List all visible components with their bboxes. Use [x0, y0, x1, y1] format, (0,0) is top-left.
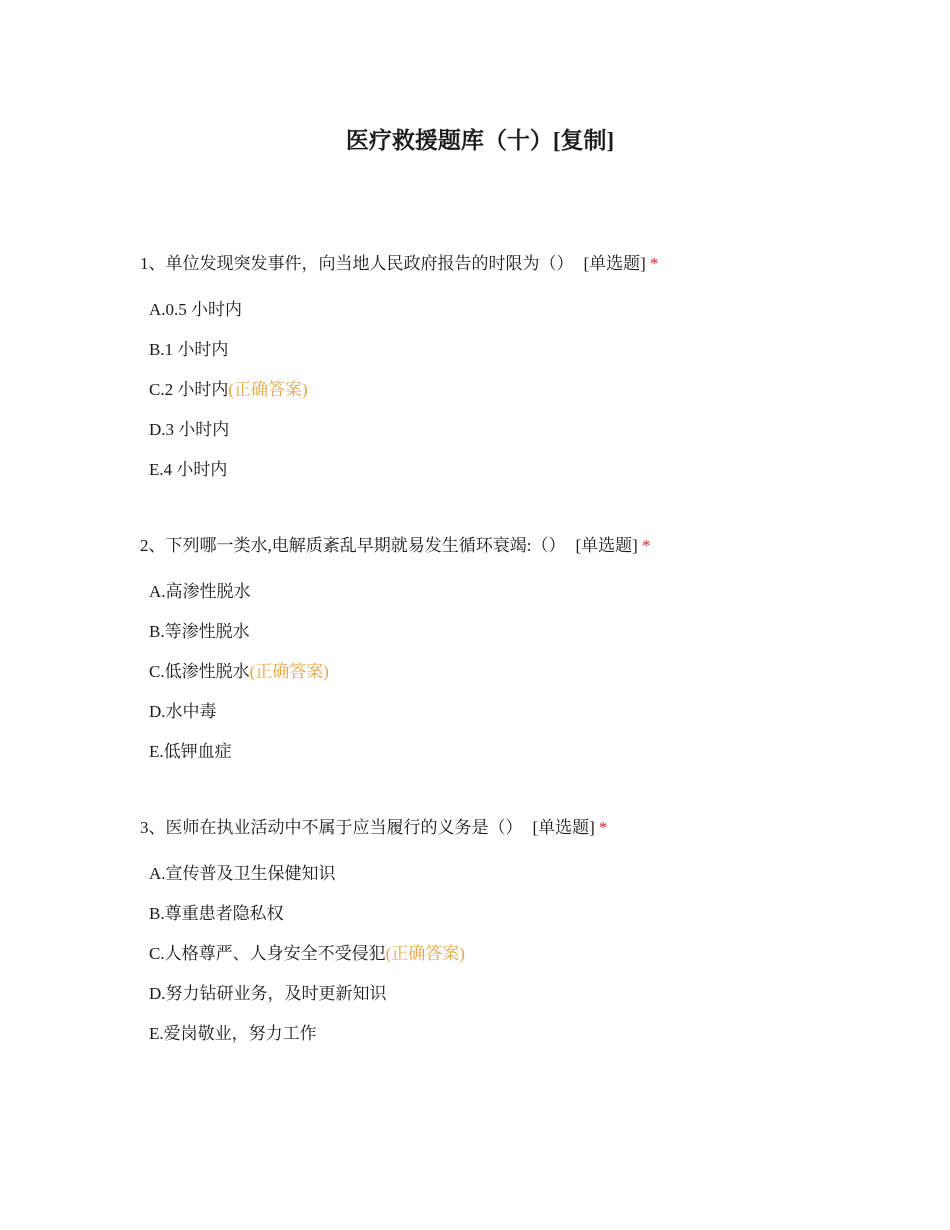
question-text: 1、单位发现突发事件，向当地人民政府报告的时限为（） — [140, 254, 574, 273]
option-e[interactable] — [140, 740, 900, 780]
question-type-label: [单选题] — [583, 254, 646, 273]
option-text: B.等渗性脱水 — [149, 622, 250, 641]
option-e[interactable] — [140, 458, 900, 498]
correct-answer-label: (正确答案) — [385, 944, 465, 963]
question-3 — [140, 816, 900, 1062]
survey-title-suffix: [复制] — [552, 128, 615, 154]
option-text: E.爱岗敬业，努力工作 — [149, 1024, 317, 1043]
option-text: A.0.5 小时内 — [149, 300, 243, 319]
option-a[interactable] — [140, 298, 900, 338]
question-type-label: [单选题] — [575, 536, 638, 555]
option-text: C.2 小时内 — [149, 380, 229, 399]
option-list — [140, 862, 900, 1062]
question-text: 3、医师在执业活动中不属于应当履行的义务是（） — [140, 818, 523, 837]
option-b[interactable] — [140, 902, 900, 942]
question-text: 2、下列哪一类水,电解质紊乱早期就易发生循环衰竭:（） — [140, 536, 566, 555]
question-stem — [140, 252, 900, 276]
option-text: A.宣传普及卫生保健知识 — [149, 864, 336, 883]
option-c[interactable] — [140, 942, 900, 982]
question-stem — [140, 534, 900, 558]
option-text: E.低钾血症 — [149, 742, 232, 761]
option-a[interactable] — [140, 862, 900, 902]
required-star: * — [598, 818, 608, 837]
option-text: C.人格尊严、人身安全不受侵犯 — [149, 944, 386, 963]
option-e[interactable] — [140, 1022, 900, 1062]
option-text: B.尊重患者隐私权 — [149, 904, 284, 923]
survey-title-text: 医疗救援题库（十） — [345, 128, 553, 154]
question-1 — [140, 252, 900, 498]
option-b[interactable] — [140, 338, 900, 378]
option-text: D.努力钻研业务，及时更新知识 — [149, 984, 387, 1003]
option-a[interactable] — [140, 580, 900, 620]
option-list — [140, 580, 900, 780]
required-star: * — [649, 254, 659, 273]
correct-answer-label: (正确答案) — [249, 662, 329, 681]
option-d[interactable] — [140, 418, 900, 458]
option-d[interactable] — [140, 700, 900, 740]
question-stem — [140, 816, 900, 840]
survey-title — [0, 125, 950, 157]
option-c[interactable] — [140, 378, 900, 418]
option-d[interactable] — [140, 982, 900, 1022]
option-text: C.低渗性脱水 — [149, 662, 250, 681]
option-text: E.4 小时内 — [149, 460, 228, 479]
required-star: * — [641, 536, 651, 555]
option-text: A.高渗性脱水 — [149, 582, 251, 601]
option-text: B.1 小时内 — [149, 340, 229, 359]
option-text: D.水中毒 — [149, 702, 217, 721]
question-2 — [140, 534, 900, 780]
option-list — [140, 298, 900, 498]
option-text: D.3 小时内 — [149, 420, 230, 439]
question-type-label: [单选题] — [532, 818, 595, 837]
option-b[interactable] — [140, 620, 900, 660]
correct-answer-label: (正确答案) — [228, 380, 308, 399]
option-c[interactable] — [140, 660, 900, 700]
